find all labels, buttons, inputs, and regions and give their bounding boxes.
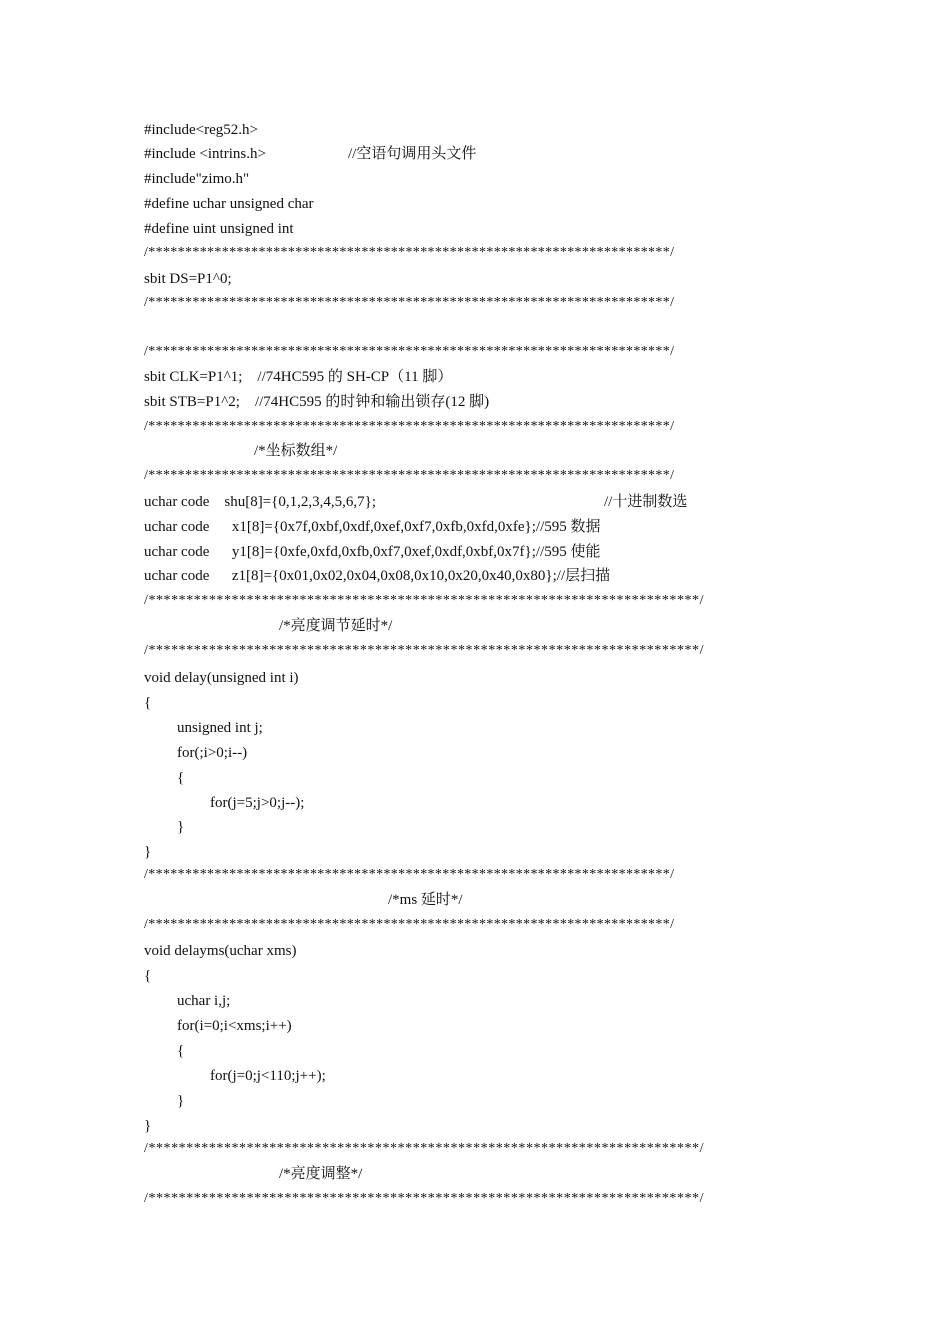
code-line-delay-signature: void delay(unsigned int i) [144,670,299,686]
code-line-delayms-outer-for: for(i=0;i<xms;i++) [177,1018,292,1034]
code-line-include-zimo: #include"zimo.h" [144,171,250,187]
code-line-delay-var: unsigned int j; [177,720,263,736]
code-line-close-brace: } [177,1093,185,1109]
code-line-sbit-clk: sbit CLK=P1^1; //74HC595 的 SH-CP（11 脚） [144,369,453,385]
code-line-include-reg52: #include<reg52.h> [144,122,258,138]
include-intrins-directive: #include <intrins.h> [144,146,266,162]
separator-line: /***********************************************************************/ [144,917,675,932]
code-line-close-brace: } [177,819,185,835]
code-line-delayms-inner-for: for(j=0;j<110;j++); [210,1068,326,1084]
code-line-delayms-var: uchar i,j; [177,993,231,1009]
separator-line-long: /*************************************************************************/ [144,643,705,658]
comment-coord-array: /*坐标数组*/ [254,443,338,459]
code-line-close-brace: } [144,844,152,860]
separator-line: /***********************************************************************/ [144,867,675,882]
separator-line: /***********************************************************************/ [144,419,675,434]
separator-line-long: /*************************************************************************/ [144,593,705,608]
shu-comment: //十进制数选 [604,494,688,510]
code-line-open-brace: { [177,1043,185,1059]
code-line-delay-outer-for: for(;i>0;i--) [177,745,248,761]
code-line-sbit-ds: sbit DS=P1^0; [144,271,232,287]
include-intrins-comment: //空语句调用头文件 [348,146,477,162]
code-line-open-brace: { [144,968,152,984]
code-line-sbit-stb: sbit STB=P1^2; //74HC595 的时钟和输出锁存(12 脚) [144,394,490,410]
shu-declaration: uchar code shu[8]={0,1,2,3,4,5,6,7}; [144,494,376,510]
separator-line-long: /*************************************************************************/ [144,1191,705,1206]
code-line-open-brace: { [144,695,152,711]
code-line-define-uint: #define uint unsigned int [144,221,294,237]
code-line-z1: uchar code z1[8]={0x01,0x02,0x04,0x08,0x10,0x20,0x40,0x80};//层扫描 [144,568,611,584]
code-line-y1: uchar code y1[8]={0xfe,0xfd,0xfb,0xf7,0xef,0xdf,0xbf,0x7f};//595 使能 [144,544,601,560]
code-line-delayms-signature: void delayms(uchar xms) [144,943,297,959]
code-line-define-uchar: #define uchar unsigned char [144,196,314,212]
code-line-delay-inner-for: for(j=5;j>0;j--); [210,795,305,811]
code-line-open-brace: { [177,770,185,786]
code-line-x1: uchar code x1[8]={0x7f,0xbf,0xdf,0xef,0xf7,0xfb,0xfd,0xfe};//595 数据 [144,519,601,535]
comment-ms-delay: /*ms 延时*/ [388,892,463,908]
separator-line: /***********************************************************************/ [144,468,675,483]
separator-line: /***********************************************************************/ [144,295,675,310]
separator-line: /***********************************************************************/ [144,245,675,260]
code-line-shu [144,493,688,511]
code-line-close-brace: } [144,1118,152,1134]
code-line-include-intrins [144,145,477,163]
separator-line-long: /*************************************************************************/ [144,1141,705,1156]
comment-brightness-adjust: /*亮度调整*/ [279,1166,363,1182]
comment-brightness-delay: /*亮度调节延时*/ [279,618,393,634]
separator-line: /***********************************************************************/ [144,344,675,359]
